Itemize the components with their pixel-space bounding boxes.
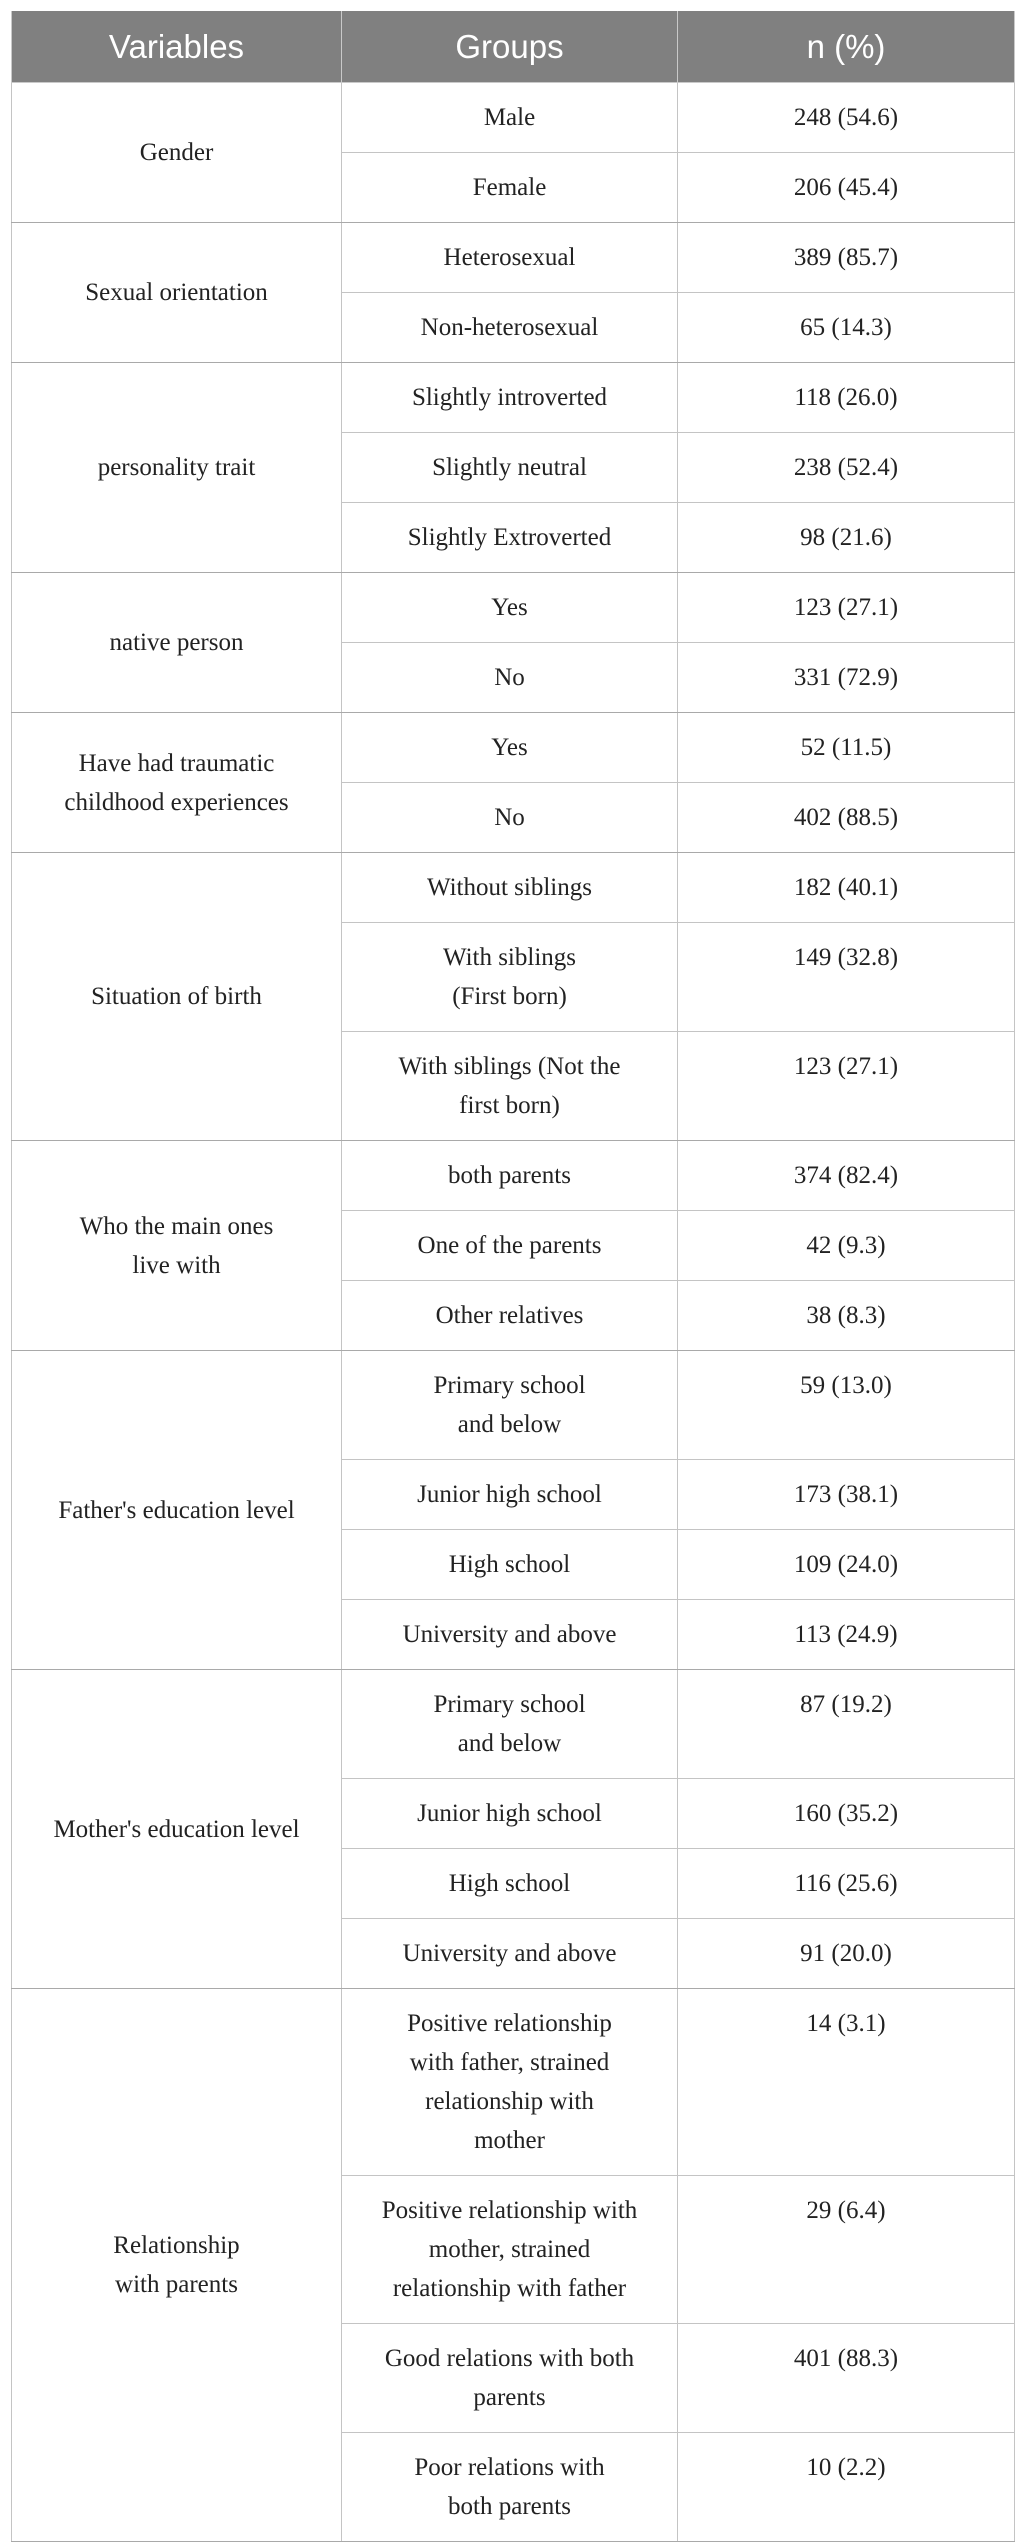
variable-label: Have had traumatic childhood experiences <box>64 749 289 816</box>
group-label: Primary school and below <box>433 1691 586 1757</box>
group-cell <box>342 923 678 1032</box>
count-percent-cell: 42 (9.3) <box>678 1211 1015 1281</box>
variable-label: Situation of birth <box>91 983 262 1010</box>
group-label: Slightly neutral <box>432 454 587 481</box>
count-percent-cell: 389 (85.7) <box>678 223 1015 293</box>
table-row <box>12 1141 1015 1211</box>
count-percent-cell: 116 (25.6) <box>678 1849 1015 1919</box>
group-label: High school <box>448 1551 571 1578</box>
group-cell <box>342 1779 678 1849</box>
group-label: Heterosexual <box>443 244 576 271</box>
count-percent-cell: 113 (24.9) <box>678 1600 1015 1670</box>
count-percent-cell: 182 (40.1) <box>678 853 1015 923</box>
group-label: No <box>494 804 525 831</box>
count-percent-cell: 160 (35.2) <box>678 1779 1015 1849</box>
header-groups: Groups <box>342 11 678 83</box>
count-percent-cell: 149 (32.8) <box>678 923 1015 1032</box>
group-label: Other relatives <box>435 1302 584 1329</box>
group-cell <box>342 503 678 573</box>
table-row <box>12 1989 1015 2176</box>
group-cell <box>342 153 678 223</box>
group-cell <box>342 2176 678 2324</box>
variable-label: Mother's education level <box>53 1815 300 1843</box>
group-label: Without siblings <box>427 874 592 901</box>
count-percent-cell: 248 (54.6) <box>678 83 1015 153</box>
group-label: Junior high school <box>417 1800 602 1827</box>
variable-label: Sexual orientation <box>85 279 268 306</box>
table-row <box>12 1670 1015 1779</box>
group-cell <box>342 573 678 643</box>
count-percent-cell: 123 (27.1) <box>678 573 1015 643</box>
count-percent-cell: 38 (8.3) <box>678 1281 1015 1351</box>
count-percent-cell: 118 (26.0) <box>678 363 1015 433</box>
group-label: Yes <box>491 594 528 621</box>
group-label: both parents <box>448 1162 571 1189</box>
group-label: Male <box>483 104 536 131</box>
variable-cell <box>12 223 342 363</box>
group-cell <box>342 1849 678 1919</box>
count-percent-cell: 59 (13.0) <box>678 1351 1015 1460</box>
table-row <box>12 713 1015 783</box>
count-percent-cell: 401 (88.3) <box>678 2324 1015 2433</box>
group-cell <box>342 1211 678 1281</box>
count-percent-cell: 238 (52.4) <box>678 433 1015 503</box>
group-cell <box>342 1460 678 1530</box>
count-percent-cell: 173 (38.1) <box>678 1460 1015 1530</box>
group-label: Junior high school <box>417 1481 602 1508</box>
variable-cell <box>12 573 342 713</box>
variable-cell <box>12 853 342 1141</box>
count-percent-cell: 91 (20.0) <box>678 1919 1015 1989</box>
count-percent-cell: 87 (19.2) <box>678 1670 1015 1779</box>
group-label: With siblings (First born) <box>442 944 577 1010</box>
table-row <box>12 573 1015 643</box>
group-cell <box>342 1032 678 1141</box>
table-body <box>12 83 1015 2542</box>
group-label: Positive relationship with father, strained relationship with mother <box>407 2010 612 2154</box>
count-percent-cell: 10 (2.2) <box>678 2433 1015 2542</box>
group-cell <box>342 1670 678 1779</box>
header-row <box>12 11 1015 83</box>
demographics-table-container <box>11 11 1014 2542</box>
count-percent-cell: 123 (27.1) <box>678 1032 1015 1141</box>
table-header <box>12 11 1015 83</box>
variable-label: personality trait <box>97 454 256 481</box>
variable-cell <box>12 363 342 573</box>
variable-cell <box>12 83 342 223</box>
count-percent-cell: 14 (3.1) <box>678 1989 1015 2176</box>
group-label: Poor relations with both parents <box>414 2454 605 2520</box>
group-label: Slightly Extroverted <box>407 524 612 551</box>
group-cell <box>342 363 678 433</box>
group-label: Positive relationship with mother, strained relationship with father <box>381 2197 638 2302</box>
table-row <box>12 223 1015 293</box>
group-label: Female <box>472 174 547 201</box>
group-label: University and above <box>402 1940 617 1967</box>
group-label: Non-heterosexual <box>420 314 599 341</box>
table-row <box>12 1351 1015 1460</box>
group-cell <box>342 643 678 713</box>
variable-label: Gender <box>139 139 214 166</box>
table-row <box>12 83 1015 153</box>
demographics-table <box>11 11 1015 2542</box>
group-cell <box>342 783 678 853</box>
count-percent-cell: 65 (14.3) <box>678 293 1015 363</box>
variable-label: Who the main ones live with <box>79 1212 274 1279</box>
count-percent-cell: 402 (88.5) <box>678 783 1015 853</box>
header-n-percent: n (%) <box>678 11 1015 83</box>
group-label: Yes <box>491 734 528 761</box>
count-percent-cell: 374 (82.4) <box>678 1141 1015 1211</box>
variable-label: Relationship with parents <box>113 2232 240 2298</box>
group-cell <box>342 293 678 363</box>
group-label: Slightly introverted <box>411 384 608 411</box>
count-percent-cell: 206 (45.4) <box>678 153 1015 223</box>
table-row <box>12 853 1015 923</box>
count-percent-cell: 52 (11.5) <box>678 713 1015 783</box>
count-percent-cell: 109 (24.0) <box>678 1530 1015 1600</box>
group-cell <box>342 2324 678 2433</box>
variable-cell <box>12 713 342 853</box>
group-cell <box>342 83 678 153</box>
header-variables: Variables <box>12 11 342 83</box>
group-cell <box>342 1351 678 1460</box>
group-label: High school <box>448 1870 571 1897</box>
group-cell <box>342 1530 678 1600</box>
group-label: Good relations with both parents <box>384 2345 635 2411</box>
group-cell <box>342 2433 678 2542</box>
group-label: One of the parents <box>417 1232 602 1259</box>
group-cell <box>342 1600 678 1670</box>
group-cell <box>342 713 678 783</box>
variable-cell <box>12 1670 342 1989</box>
group-cell <box>342 1989 678 2176</box>
count-percent-cell: 29 (6.4) <box>678 2176 1015 2324</box>
group-label: No <box>494 664 525 691</box>
group-cell <box>342 1281 678 1351</box>
count-percent-cell: 98 (21.6) <box>678 503 1015 573</box>
group-label: With siblings (Not the first born) <box>398 1053 621 1119</box>
count-percent-cell: 331 (72.9) <box>678 643 1015 713</box>
table-row <box>12 363 1015 433</box>
variable-cell <box>12 1989 342 2542</box>
variable-cell <box>12 1351 342 1670</box>
group-cell <box>342 1141 678 1211</box>
variable-cell <box>12 1141 342 1351</box>
variable-label: native person <box>109 629 244 656</box>
variable-label: Father's education level <box>58 1496 295 1524</box>
group-label: Primary school and below <box>433 1372 586 1438</box>
group-cell <box>342 223 678 293</box>
group-cell <box>342 853 678 923</box>
group-cell <box>342 1919 678 1989</box>
group-label: University and above <box>402 1621 617 1648</box>
group-cell <box>342 433 678 503</box>
